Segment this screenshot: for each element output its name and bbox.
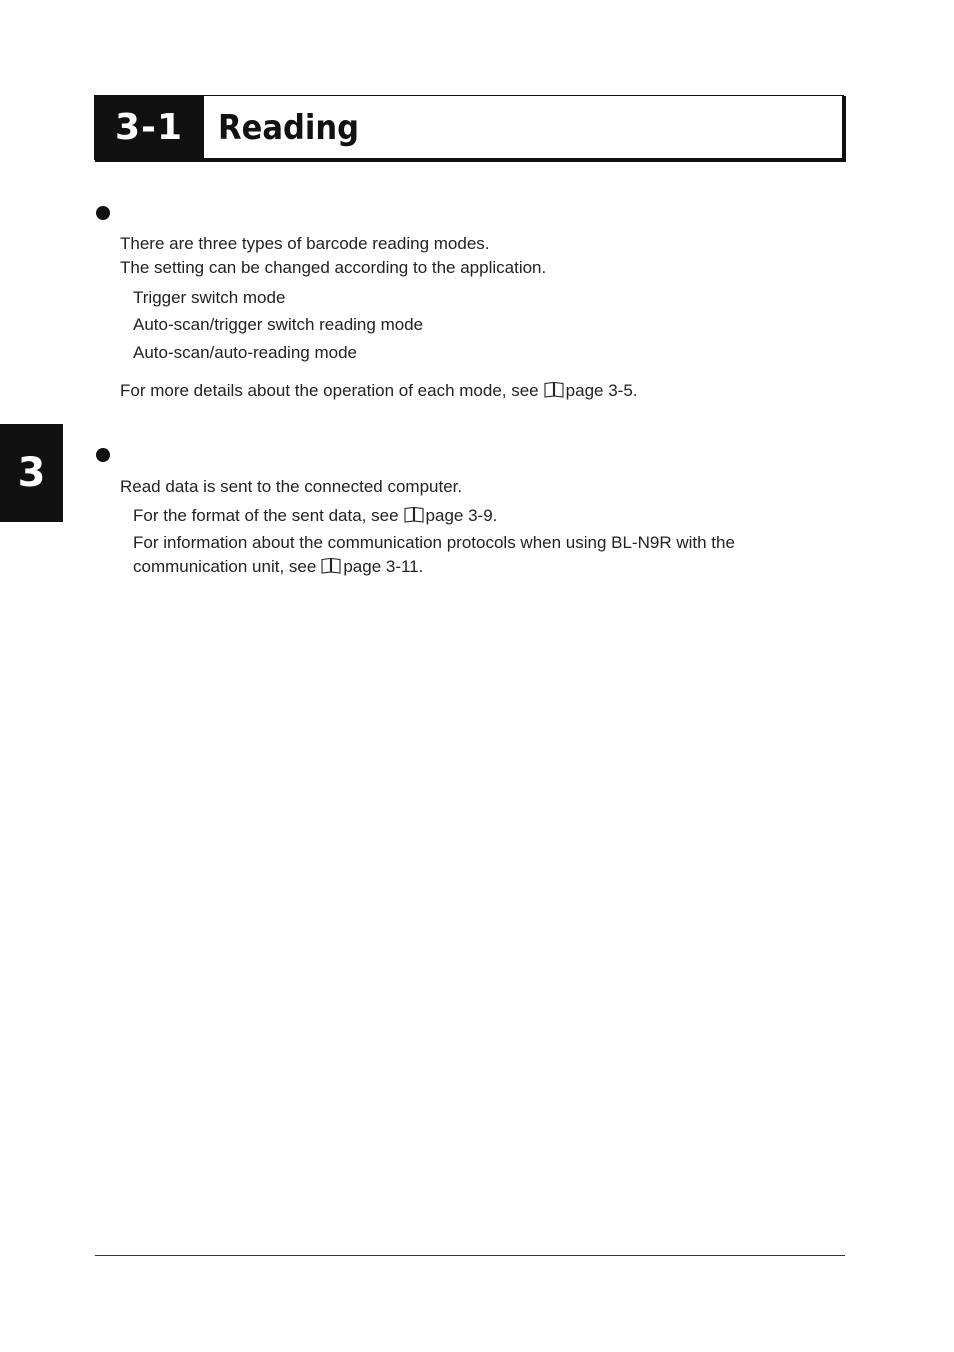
header-shadow-right [842, 96, 846, 162]
footer-divider [95, 1255, 845, 1256]
book-icon [544, 381, 564, 398]
bullet-icon [96, 206, 110, 220]
header-shadow-bottom [95, 158, 846, 162]
book-icon [321, 557, 341, 574]
mode-list-item: Auto-scan/trigger switch reading mode [133, 315, 424, 334]
format-note-text: For the format of the sent data, see [133, 506, 399, 525]
protocol-note-page[interactable]: page 3-11. [343, 557, 424, 576]
format-note-page[interactable]: page 3-9. [425, 506, 498, 525]
mode-list-item: Auto-scan/auto-reading mode [133, 343, 357, 362]
details-reference-page[interactable]: page 3-5. [565, 381, 638, 400]
section2-intro-line: Read data is sent to the connected computer. [120, 477, 463, 496]
mode-list-item: Trigger switch mode [133, 288, 286, 307]
protocol-note-line2 [133, 555, 423, 579]
section1-intro-line1: There are three types of barcode reading modes. [120, 234, 490, 253]
section-number: 3-1 [94, 95, 204, 160]
bullet-icon [96, 448, 110, 462]
protocol-note-line1: For information about the communication protocols when using BL-N9R with the [133, 533, 735, 552]
section-title: Reading [218, 108, 360, 148]
chapter-tab: 3 [0, 424, 63, 522]
book-icon [404, 506, 424, 523]
details-reference-line [120, 379, 638, 403]
section1-intro-line2: The setting can be changed according to the application. [120, 258, 547, 277]
protocol-note-text: communication unit, see [133, 557, 317, 576]
section-header-box [94, 95, 844, 160]
details-reference-text: For more details about the operation of each mode, see [120, 381, 539, 400]
format-note-line [133, 504, 497, 528]
